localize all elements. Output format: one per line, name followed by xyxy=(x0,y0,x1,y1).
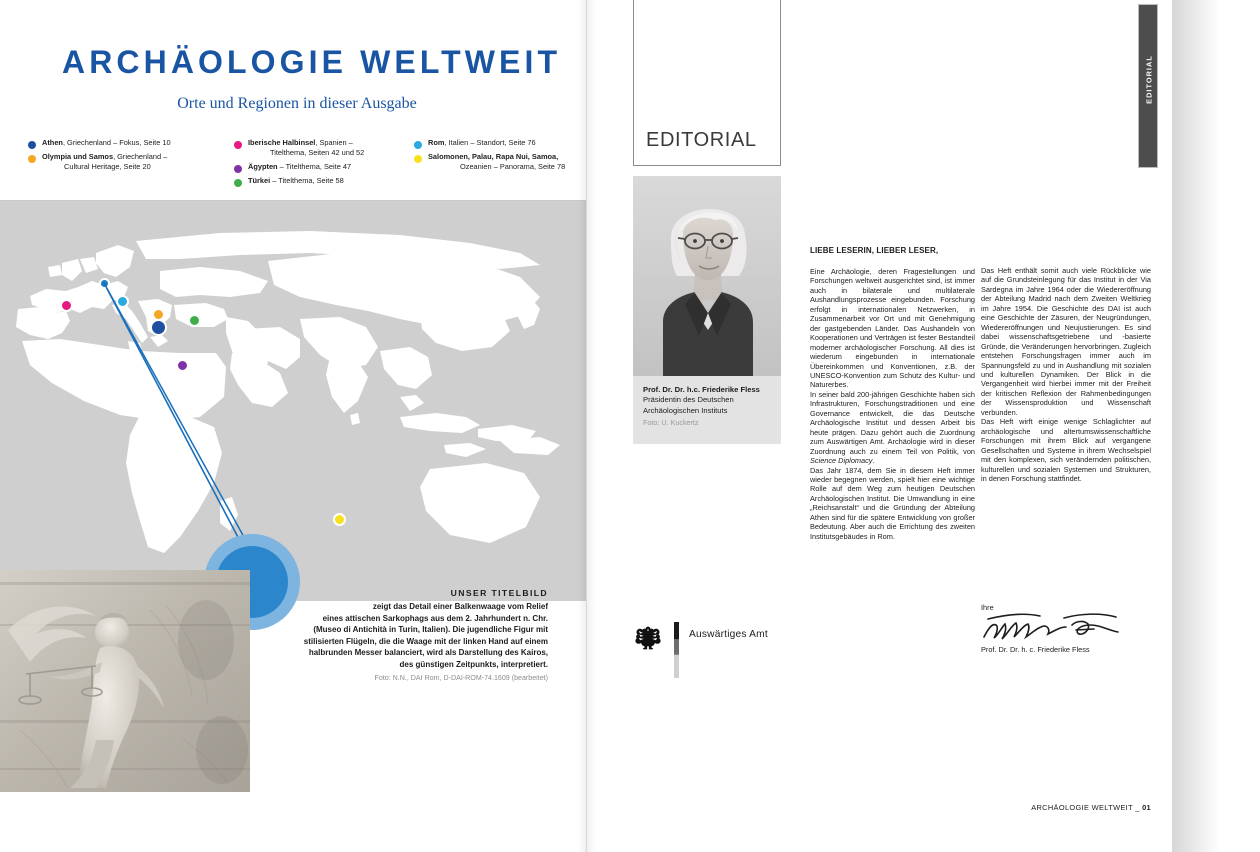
legend-dot-icon xyxy=(414,141,422,149)
portrait-illustration xyxy=(633,176,781,376)
legend-dot-icon xyxy=(234,141,242,149)
section-title-box xyxy=(633,0,781,166)
cover-caption-line: zeigt das Detail einer Balkenwaage vom Relief xyxy=(372,602,548,611)
legend-column-3 xyxy=(414,138,604,176)
footer-page-number: 01 xyxy=(1142,803,1151,812)
portrait-role-line-1: Präsidentin des Deutschen xyxy=(643,395,734,404)
legend-label-line2: Titelthema, Seiten 42 und 52 xyxy=(270,148,365,158)
legend-label: Olympia und Samos, Griechenland – xyxy=(42,151,168,161)
side-tab-label: EDITORIAL xyxy=(1144,55,1154,104)
cover-caption-line: (Museo di Antichità in Turin, Italien). Die jugendliche Figur mit xyxy=(313,625,548,635)
gutter-shadow xyxy=(578,0,596,852)
editorial-paragraph: In seiner bald 200-jährigen Geschichte haben sich Infrastrukturen, Forschungstraditionen und eine Governance entwickelt, die das Deutsche Archäologische Institut und dessen Arbeit bis heute prägen. Dazu gehört auch die Zuordnung zum Auswärtigen Amt. Archäologie wird in dieser Zuordnung auch zu einem Teil von Politik, von Science Diplomacy. xyxy=(810,389,975,466)
rom-marker[interactable] xyxy=(116,295,129,308)
page-edge-shadow xyxy=(1172,0,1260,852)
legend-item xyxy=(234,162,409,172)
map-legend xyxy=(24,138,584,194)
legend-label-line2: Cultural Heritage, Seite 20 xyxy=(64,162,151,172)
legend-label-line2: Ozeanien – Panorama, Seite 78 xyxy=(460,162,566,172)
legend-dot-icon xyxy=(414,155,422,163)
cover-caption-line: des günstigen Zeitpunkts, interpretiert. xyxy=(399,659,548,669)
legend-label: Athen, Griechenland – Fokus, Seite 10 xyxy=(42,138,171,147)
footer-text: ARCHÄOLOGIE WELTWEIT _ xyxy=(1031,803,1143,812)
editorial-column-1-body xyxy=(810,267,975,541)
editorial-closing: Ihre xyxy=(981,603,994,612)
page-subtitle: Orte und Regionen in dieser Ausgabe xyxy=(177,95,417,112)
editorial-column-2-body xyxy=(981,266,1151,483)
tuerkei-marker[interactable] xyxy=(188,314,201,327)
signature-name: Prof. Dr. Dr. h. c. Friederike Fless xyxy=(981,645,1090,654)
signature-image xyxy=(978,611,1128,647)
editorial-column-1 xyxy=(810,246,975,541)
cover-caption-credit: Foto: N.N., DAI Rom, D-DAI-ROM-74.1609 (bearbeitet) xyxy=(374,673,548,682)
editorial-paragraph: Das Heft enthält somit auch viele Rückblicke wie auf die Grundsteinlegung für das Institut in der Via Sardegna im Jahre 1964 oder die Wiedereröffnung der Abteilung Madrid nach dem Zweiten Weltkrieg im Jahre 1954. Die Geschichte des DAI ist auch eine Geschichte der Zäsuren, der Neugründungen, Wiedereröffnungen und Neujustierungen. Es sind dabei wissenschaftsgetriebene und -basierte Gründe, die Veränderungen hervorbringen. Zugleich entstehen Forschungsfragen immer auch im Spannungsfeld zu und in Aushandlung mit sozialen und kulturellen Dynamiken. Der Blick in die Vergangenheit wird hierbei immer mit der Freiheit der kritischen Reflexion der Rahmenbedingungen der Wissensproduktion und Wissenschaft verbunden. xyxy=(981,266,1151,417)
page-title: ARCHÄOLOGIE WELTWEIT xyxy=(62,44,562,80)
relief-illustration xyxy=(0,570,250,792)
editorial-paragraph: Das Jahr 1874, dem Sie in diesem Heft immer wieder begegnen werden, spielt hier eine wichtige Rolle auf dem Weg zum heutigen Deutschen Archäologischen Institut. Die Umwandlung in eine „Reichsanstalt“ und die Gründung der Abteilung Athen sind für die spätere Entwicklung von großer Bedeutung. Aber auch die Errichtung des zweiten Institutsgebäudes in Rom. xyxy=(810,465,975,541)
legend-item xyxy=(28,152,218,173)
athen-marker[interactable] xyxy=(150,319,167,336)
portrait-role-line-2: Archäologischen Instituts xyxy=(643,405,728,415)
editorial-paragraph: Das Heft wirft einige wenige Schlaglichter auf archäologische und altertumswissenschaftliche Forschungen mit ihrem Blick auf vergangene Gesellschaften und Systeme in ihrem Wechselspiel mit den komplexen, sich verändernden politischen, kulturellen und sozialen Systemen und Strukturen, in denen Forschung stattfindet. xyxy=(981,417,1151,483)
world-map xyxy=(0,201,586,601)
cover-photo-relief xyxy=(0,570,250,792)
berlin-marker[interactable] xyxy=(99,278,110,289)
logo-color-bar xyxy=(674,622,679,678)
page-footer xyxy=(971,803,1151,812)
left-page xyxy=(0,0,586,852)
legend-item xyxy=(414,152,604,173)
editorial-salutation: LIEBE LESERIN, LIEBER LESER, xyxy=(810,246,939,255)
legend-label: Iberische Halbinsel, Spanien – xyxy=(248,138,353,147)
side-tab-editorial[interactable] xyxy=(1138,4,1158,168)
legend-dot-icon xyxy=(28,141,36,149)
federal-eagle-icon xyxy=(634,624,662,652)
logo-label: Auswärtiges Amt xyxy=(689,629,768,640)
cover-caption-line: stilisierten Flügeln, die die Waage mit der linken Hand auf einem xyxy=(303,636,548,646)
editorial-paragraph: Eine Archäologie, deren Fragestellungen und Forschungen weltweit ausgerichtet sind, ist immer auch in bilaterale und multilaterale Aushandlungsprozesse eingebunden. Forschung erfolgt in internationalen Netzwerken, in Zusammenarbeit vor Ort und mit Genehmigung der gastgebenden Länder. Das Aushandeln von Kooperationen und Verträgen ist fester Bestandteil moderner archäologischer Forschung. All dies ist wiederum eingebunden in internationale Übereinkommen und Konventionen, z.B. der UNESCO-Konvention zum Schutz des Kultur- und Naturerbes. xyxy=(810,267,975,390)
cover-image-caption xyxy=(248,588,548,684)
portrait-name: Prof. Dr. Dr. h.c. Friederike Fless xyxy=(643,385,760,394)
legend-label: Ägypten – Titelthema, Seite 47 xyxy=(248,162,352,172)
gutter-line xyxy=(586,0,587,852)
world-map-graphic xyxy=(0,201,586,601)
auswaertiges-amt-logo xyxy=(634,622,794,682)
legend-label: Türkei – Titelthema, Seite 58 xyxy=(248,176,344,186)
ozeanien-marker[interactable] xyxy=(333,513,346,526)
legend-item xyxy=(28,138,218,148)
legend-column-1 xyxy=(28,138,218,176)
cover-caption-heading: UNSER TITELBILD xyxy=(450,588,548,598)
legend-item xyxy=(414,138,604,148)
legend-column-2 xyxy=(234,138,409,190)
madrid-marker[interactable] xyxy=(60,299,73,312)
portrait-photo-credit: Foto: U. Kuckertz xyxy=(643,418,699,428)
legend-item xyxy=(234,138,409,159)
legend-dot-icon xyxy=(234,179,242,187)
portrait-photo xyxy=(633,176,781,376)
right-page xyxy=(586,0,1172,852)
legend-label: Rom, Italien – Standort, Seite 76 xyxy=(428,138,536,147)
cover-caption-line: eines attischen Sarkophags aus dem 2. Jahrhundert n. Chr. xyxy=(322,613,548,623)
legend-dot-icon xyxy=(28,155,36,163)
cover-caption-line: halbrunden Messer balanciert, wird als Darstellung des Kairos, xyxy=(308,648,548,658)
portrait-caption xyxy=(633,376,781,444)
aegypten-marker[interactable] xyxy=(176,359,189,372)
legend-dot-icon xyxy=(234,165,242,173)
cover-caption-body xyxy=(248,601,548,671)
section-title: EDITORIAL xyxy=(646,129,757,151)
editorial-column-2 xyxy=(981,266,1151,483)
legend-label: Salomonen, Palau, Rapa Nui, Samoa, xyxy=(428,151,559,161)
legend-item xyxy=(234,176,409,186)
